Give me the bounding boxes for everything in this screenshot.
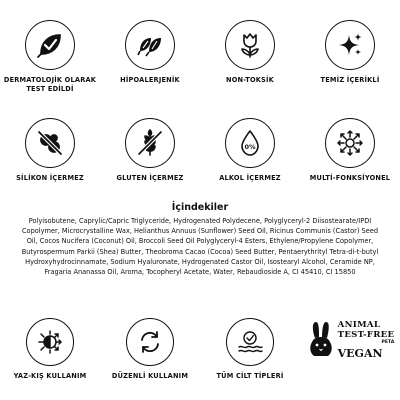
feature-label: GLUTEN İÇERMEZ	[116, 174, 184, 182]
bunny-icon	[306, 320, 336, 360]
badge-peta: PETA	[381, 340, 395, 345]
feature-hypoallergenic	[100, 20, 200, 94]
ingredients-title: İçindekiler	[171, 202, 229, 213]
leaves-icon	[125, 20, 175, 70]
feature-label: TÜM CİLT TİPLERİ	[216, 372, 284, 380]
cycle-arrows-icon	[126, 318, 174, 366]
feature-label: YAZ-KIŞ KULLANIM	[13, 372, 87, 380]
sparkles-icon	[325, 20, 375, 70]
peta-cruelty-free-badge	[300, 318, 400, 381]
tulip-icon	[225, 20, 275, 70]
feature-label: ALKOL İÇERMEZ	[219, 174, 281, 182]
feature-label: NON-TOKSİK	[226, 76, 274, 84]
feature-clean-ingredients	[300, 20, 400, 94]
alcohol-percent-text: 0%	[244, 143, 256, 151]
skin-check-icon	[226, 318, 274, 366]
feature-label: TEMİZ İÇERİKLİ	[320, 76, 380, 84]
feature-label-line2: TEST EDİLDİ	[26, 85, 74, 93]
feature-silicone-free	[0, 118, 100, 183]
leaf-check-icon	[25, 20, 75, 70]
feature-label: DERMATOLOJİK OLARAK	[3, 76, 97, 84]
feature-regular-use	[100, 318, 200, 381]
badge-animal: ANIMAL	[337, 320, 381, 330]
sun-snow-icon	[26, 318, 74, 366]
feature-summer-winter	[0, 318, 100, 381]
features-row-3	[0, 318, 400, 381]
feature-gluten-free	[100, 118, 200, 183]
feature-alcohol-free	[200, 118, 300, 183]
feature-label: SİLİKON İÇERMEZ	[16, 174, 84, 182]
badge-test-free: TEST-FREE	[337, 330, 395, 340]
feature-non-toxic	[200, 20, 300, 94]
ingredients-text: Polyisobutene, Caprylic/Capric Triglyceride, Hydrogenated Polydecene, Polyglyceryl-2 Diisostearate/IPDI Copolymer, Microcrystalline Wax, Helianthus Annuus (Sunflower) Seed Oil, Ricinus Communis (Castor) Seed Oil, Cocos Nucifera (Coconut) Oil, Broccoli Seed Oil Polyglyceryl-4 Esters, Ethylene/Propylene Copolymer, Butyrospermum Parkii (Shea) Butter, Theobroma Cacao (Cocoa) Seed Butter, Pentaerythrityl Tetra-di-t-butyl Hydroxyhydrocinnamate, Sodium Hyaluronate, Hydrogenated Castor Oil, Isostearyl Alcohol, Ceramide NP, Fragaria Ananassa Oil, Aroma, Tocopheryl Acetate, Water, Rebaudioside A, CI 45410, CI 15850	[21, 217, 379, 277]
features-row-1	[0, 20, 400, 94]
features-row-2	[0, 118, 400, 183]
feature-label: HİPOALERJENİK	[120, 76, 180, 84]
no-silicone-icon	[25, 118, 75, 168]
feature-multi-functional	[300, 118, 400, 183]
feature-dermatologically-tested	[0, 20, 100, 94]
multi-arrows-icon	[325, 118, 375, 168]
alcohol-zero-drop-icon	[225, 118, 275, 168]
badge-vegan: VEGAN	[337, 347, 383, 360]
feature-all-skin-types	[200, 318, 300, 381]
feature-label: MULTİ-FONKSİYONEL	[309, 174, 391, 182]
no-gluten-icon	[125, 118, 175, 168]
feature-label: DÜZENLİ KULLANIM	[111, 372, 189, 380]
